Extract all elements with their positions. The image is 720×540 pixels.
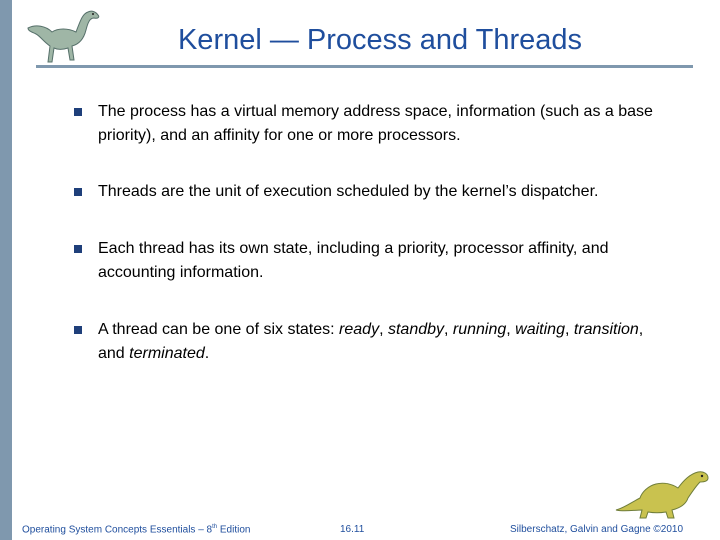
footer-course-title bbox=[22, 524, 250, 535]
bullet-text bbox=[98, 180, 674, 204]
dinosaur-icon bbox=[22, 4, 112, 68]
bullet-text-segment: , bbox=[444, 321, 453, 338]
page-number: 16.11 bbox=[340, 524, 365, 535]
bullet-text-segment: , bbox=[379, 321, 388, 338]
bullet-text-segment: The process has a virtual memory address space, information (such as a base priority), and an affinity for one or more processors. bbox=[98, 103, 653, 144]
bullet-text-segment: A thread can be one of six states: bbox=[98, 321, 340, 338]
bullet-text bbox=[98, 318, 674, 366]
bullet-text-segment: , bbox=[506, 321, 516, 338]
left-accent-bar bbox=[0, 0, 12, 540]
bullet-text bbox=[98, 100, 674, 148]
bullet-italic-term: terminated bbox=[129, 345, 205, 362]
footer-copyright: Silberschatz, Galvin and Gagne ©2010 bbox=[510, 524, 684, 535]
bullet-text bbox=[98, 237, 674, 285]
bullet-text-segment: . bbox=[204, 345, 210, 362]
title-divider bbox=[36, 65, 693, 68]
bullet-italic-term: running bbox=[452, 321, 507, 338]
bullet-marker-icon bbox=[74, 188, 82, 196]
footer-course-title-text: Operating System Concepts Essentials – 8 bbox=[22, 524, 213, 536]
bullet-item bbox=[74, 180, 674, 204]
bullet-italic-term: waiting bbox=[515, 321, 565, 338]
bullet-italic-term: standby bbox=[387, 321, 445, 338]
bullet-text-segment: , and bbox=[98, 321, 644, 362]
footer-edition-superscript: th bbox=[212, 524, 218, 530]
bullet-marker-icon bbox=[74, 108, 82, 116]
slide-title: Kernel — Process and Threads bbox=[177, 24, 583, 56]
footer-edition-text: Edition bbox=[217, 524, 251, 536]
bullet-item bbox=[74, 237, 674, 285]
bullet-text-segment: , bbox=[564, 321, 574, 338]
dinosaur-icon bbox=[612, 462, 712, 520]
bullet-italic-term: transition bbox=[573, 321, 639, 338]
bullet-item bbox=[74, 100, 674, 148]
bullet-marker-icon bbox=[74, 245, 82, 253]
bullet-text-segment: Each thread has its own state, including a priority, processor affinity, and accounting information. bbox=[98, 240, 609, 281]
bullet-marker-icon bbox=[74, 326, 82, 334]
bullet-text-segment: Threads are the unit of execution scheduled by the kernel’s dispatcher. bbox=[98, 183, 599, 200]
bullet-italic-term: ready bbox=[339, 321, 380, 338]
bullet-item bbox=[74, 318, 674, 366]
